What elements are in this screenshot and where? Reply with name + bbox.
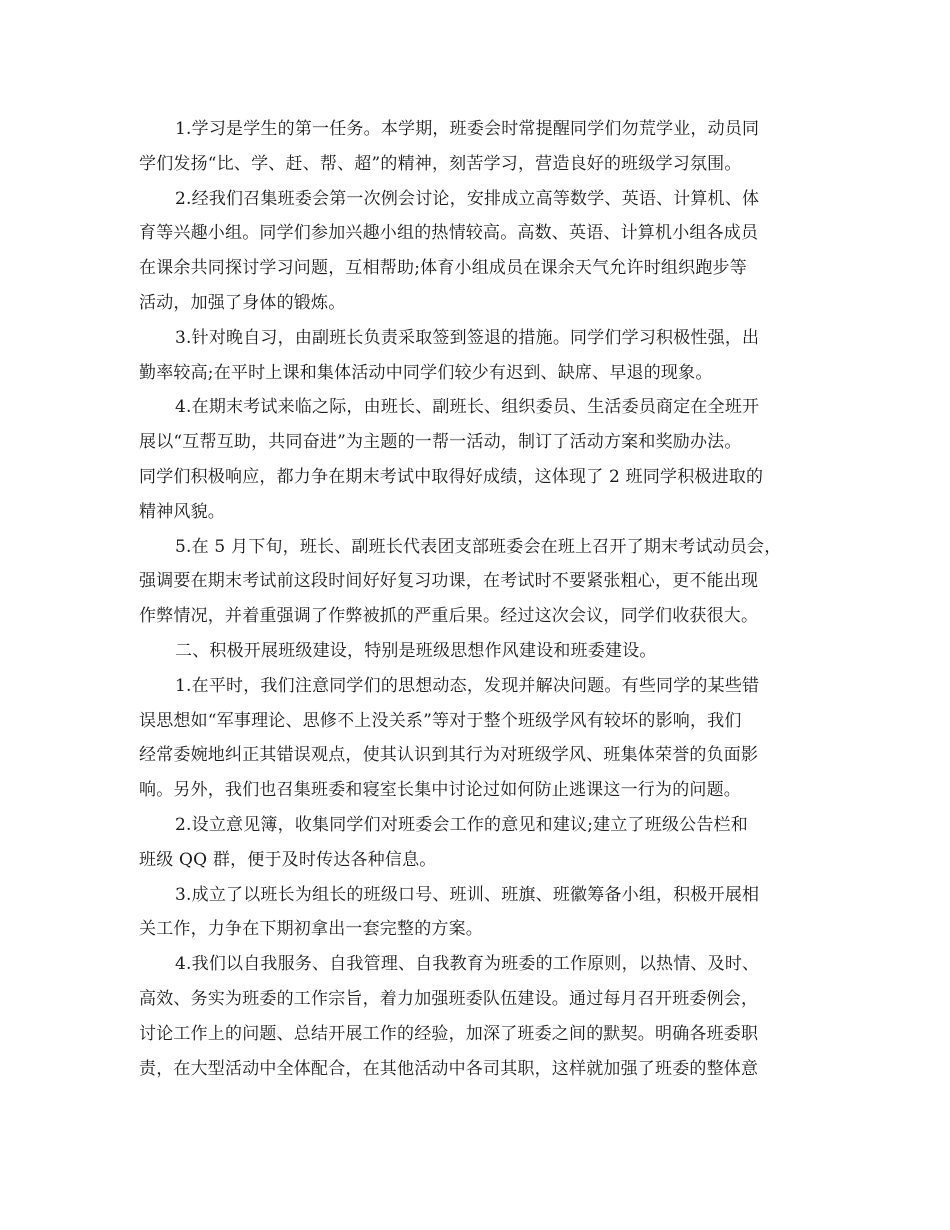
text-line: 关工作，力争在下期初拿出一套完整的方案。 [139,919,483,940]
text-line: 学们发扬“比、学、赶、帮、超”的精神，刻苦学习，营造良好的班级学习氛围。 [139,153,742,174]
text-line: 高效、务实为班委的工作宗旨，着力加强班委队伍建设。通过每月召开班委例会， [139,988,759,1009]
text-line: 精神风貌。 [139,501,225,522]
text-line: 响。另外，我们也召集班委和寝室长集中讨论过如何防止逃课这一行为的问题。 [139,780,741,801]
text-line: 5.在 5 月下旬，班长、副班长代表团支部班委会在班上召开了期末考试动员会， [175,536,782,557]
text-line: 二、积极开展班级建设，特别是班级思想作风建设和班委建设。 [175,640,657,661]
text-line: 强调要在期末考试前这段时间好好复习功课，在考试时不要紧张粗心，更不能出现 [139,571,759,592]
text-line: 班级 QQ 群，便于及时传达各种信息。 [139,849,437,870]
document-body [139,112,814,1086]
text-line: 2.经我们召集班委会第一次例会讨论，安排成立高等数学、英语、计算机、体 [175,188,760,209]
text-line: 4.在期末考试来临之际，由班长、副班长、组织委员、生活委员商定在全班开 [175,397,760,418]
text-line: 责，在大型活动中全体配合，在其他活动中各司其职，这样就加强了班委的整体意 [139,1058,759,1079]
text-line: 3.针对晚自习，由副班长负责采取签到签退的措施。同学们学习积极性强，出 [175,327,760,348]
text-line: 4.我们以自我服务、自我管理、自我教育为班委的工作原则，以热情、及时、 [175,954,760,975]
text-line: 1.在平时，我们注意同学们的思想动态，发现并解决问题。有些同学的某些错 [175,675,760,696]
text-line: 在课余共同探讨学习问题，互相帮助;体育小组成员在课余天气允许时组织跑步等 [139,258,747,279]
text-line: 作弊情况，并着重强调了作弊被抓的严重后果。经过这次会议，同学们收获很大。 [139,606,759,627]
text-line: 经常委婉地纠正其错误观点，使其认识到其行为对班级学风、班集体荣誉的负面影 [139,745,759,766]
text-line: 活动，加强了身体的锻炼。 [139,292,346,313]
text-line: 2.设立意见簿，收集同学们对班委会工作的意见和建议;建立了班级公告栏和 [175,814,748,835]
text-line: 勤率较高;在平时上课和集体活动中同学们较少有迟到、缺席、早退的现象。 [139,362,713,383]
text-line: 育等兴趣小组。同学们参加兴趣小组的热情较高。高数、英语、计算机小组各成员 [139,223,759,244]
text-line: 误思想如“军事理论、思修不上没关系”等对于整个班级学风有较坏的影响，我们 [139,710,742,731]
text-line: 讨论工作上的问题、总结开展工作的经验，加深了班委之间的默契。明确各班委职 [139,1023,759,1044]
text-line: 1.学习是学生的第一任务。本学期，班委会时常提醒同学们勿荒学业，动员同 [175,119,760,139]
text-line: 3.成立了以班长为组长的班级口号、班训、班旗、班徽筹备小组，积极开展相 [175,884,760,905]
text-line: 同学们积极响应，都力争在期末考试中取得好成绩，这体现了 2 班同学积极进取的 [139,466,764,487]
text-line: 展以“互帮互助，共同奋进”为主题的一帮一活动，制订了活动方案和奖励办法。 [139,432,742,453]
